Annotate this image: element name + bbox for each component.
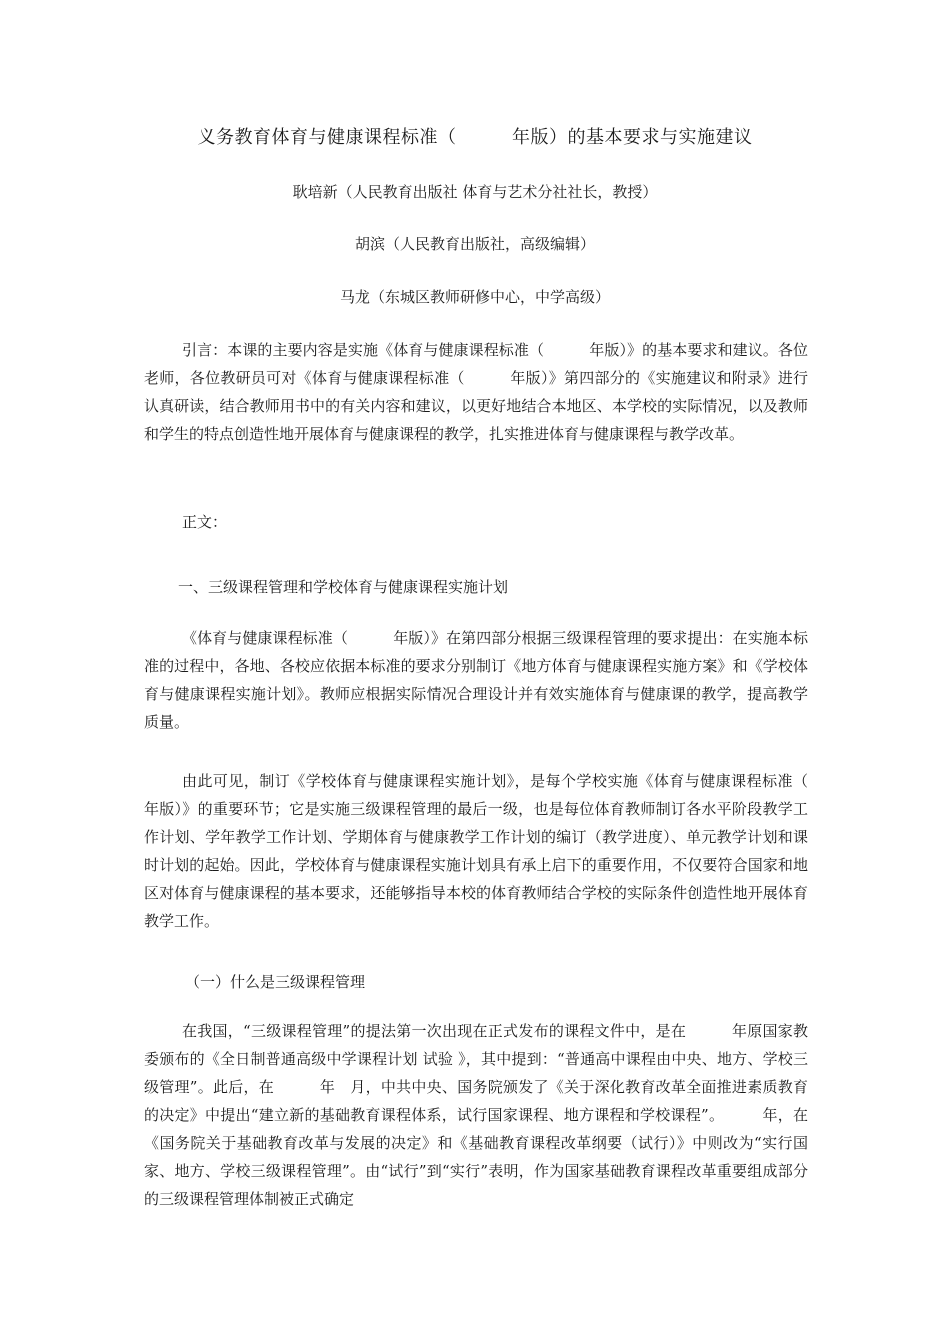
section1-paragraph-2: 由此可见，制订《学校体育与健康课程实施计划》，是每个学校实施《体育与健康课程标准（ 年版）》的重要环节；它是实施三级课程管理的最后一级，也是每位体育教师制订各水平阶段教学工作计划、学年教学工作计划、学期体育与健康教学工作计划的编订（教学进度）、单元教学计划和课时计划的起始。因此，学校体育与健康课程实施计划具有承上启下的重要作用，不仅要符合国家和地区对体育与健康课程的基本要求，还能够指导本校的体育教师结合学校的实际条件创造性地开展体育教学工作。 (144, 772, 854, 930)
author-line-3: 马龙（东城区教师研修中心，中学高级） (339, 288, 610, 306)
document-title: 义务教育体育与健康课程标准（ 年版）的基本要求与实施建议 (197, 127, 753, 148)
subsection-heading-1: （一）什么是三级课程管理 (185, 973, 366, 991)
intro-paragraph: 引言：本课的主要内容是实施《体育与健康课程标准（ 年版）》的基本要求和建议。各位老师，各位教研员可对《体育与健康课程标准（ 年版）》第四部分的《实施建议和附录》进行认真研读，结合教师用书中的有关内容和建议，以更好地结合本地区、本学校的实际情况，以及教师和学生的特点创造性地开展体育与健康课程的教学，扎实推进体育与健康课程与教学改革。 (144, 341, 808, 443)
section1-paragraph-1: 《体育与健康课程标准（ 年版）》在第四部分根据三级课程管理的要求提出：在实施本标准的过程中，各地、各校应依据本标准的要求分别制订《地方体育与健康课程实施方案》和《学校体育与健康课程实施计划》。教师应根据实际情况合理设计并有效实施体育与健康课的教学，提高教学质量。 (144, 629, 808, 731)
author-line-1: 耿培新（人民教育出版社 体育与艺术分社社长，教授） (292, 183, 658, 201)
author-line-2: 胡滨（人民教育出版社，高级编辑） (354, 235, 595, 253)
body-label: 正文： (182, 513, 228, 531)
section-heading-1: 一、三级课程管理和学校体育与健康课程实施计划 (178, 578, 509, 596)
subsection1-paragraph-1: 在我国，“三级课程管理”的提法第一次出现在正式发布的课程文件中，是在 年原国家教委颁布的《全日制普通高级中学课程计划 试验 》，其中提到：“普通高中课程由中央、地方、学校三级管理”。此后，在 年 月，中共中央、国务院颁发了《关于深化教育改革全面推进素质教育的决定》中提出“建立新的基础教育课程体系，试行国家课程、地方课程和学校课程”。 年，在《国务院关于基础教育改革与发展的决定》和《基础教育课程改革纲要（试行）》中则改为“实行国家、地方、学校三级课程管理”。由“试行”到“实行”表明，作为国家基础教育课程改革重要组成部分的三级课程管理体制被正式确定 (144, 1022, 808, 1208)
